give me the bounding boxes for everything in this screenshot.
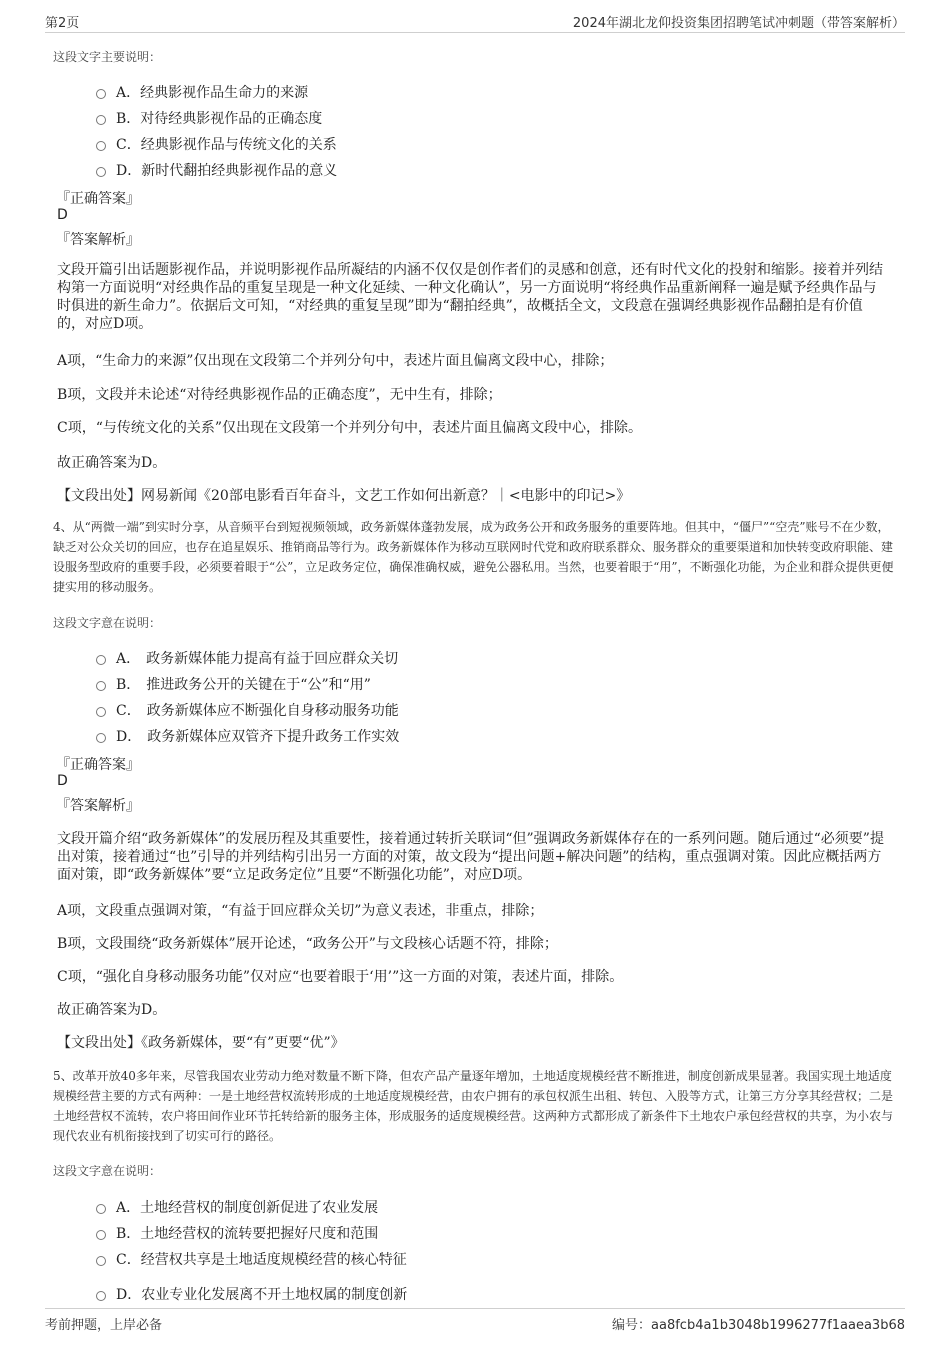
option-text: 经典影视作品与传统文化的关系 (140, 137, 337, 153)
option-text: 新时代翻拍经典影视作品的意义 (141, 163, 338, 179)
q4-question: 4、从“两微一端”到实时分享，从音频平台到短视频领域，政务新媒体蓬勃发展，成为政务公开和政务服务的重要阵地。但其中，“僵尸”“空壳”账号不在少数，缺乏对公众关切的回应，也存在追星娱乐、推销商品等行为。政务新媒体作为移动互联网时代党和政府联系群众、服务群众的重要渠道和加快转变政府职能、建设服务型政府的重要手段，必须要着眼于“公”，立足政务定位，确保准确权威，避免公器私用。当然，也要着眼于“用”，不断强化功能，为企业和群众提供更便捷实用的移动服务。 (53, 520, 894, 594)
document-code: 编号：aa8fcb4a1b3048b1996277f1aaea3b68 (612, 1318, 905, 1333)
q4-option-c[interactable] (96, 700, 399, 720)
q4-exclusion-c: C项，“强化自身移动服务功能”仅对应“也要着眼于‘用’”这一方面的对策，表述片面，排除。 (57, 969, 624, 985)
q5-option-c[interactable] (96, 1249, 407, 1269)
q4-prompt: 这段文字意在说明： (53, 616, 162, 630)
option-text: 经营权共享是土地适度规模经营的核心特征 (140, 1252, 407, 1268)
option-letter: A． (116, 651, 141, 667)
q3-option-d[interactable] (96, 160, 337, 180)
option-letter: A． (116, 1200, 141, 1216)
option-letter: C． (116, 1252, 141, 1268)
option-letter: B． (116, 111, 141, 127)
q4-answer-label: 『正确答案』 (56, 757, 140, 773)
page-number: 第2页 (45, 16, 80, 31)
q3-option-c[interactable] (96, 134, 337, 154)
option-text: 土地经营权的流转要把握好尺度和范围 (140, 1226, 379, 1242)
q4-analysis: 文段开篇介绍“政务新媒体”的发展历程及其重要性，接着通过转折关联词“但”强调政务新媒体存在的一系列问题。随后通过“必须要”提出对策，接着通过“也”引导的并列结构引出另一方面的对策，故文段为“提出问题+解决问题”的结构，重点强调对策。因此应概括两方面对策，即“政务新媒体”要“立足政务定位”且要“不断强化功能”，对应D项。 (57, 831, 884, 883)
option-letter: A． (116, 85, 141, 101)
radio-icon[interactable] (96, 707, 106, 717)
option-text: 经典影视作品生命力的来源 (140, 85, 309, 101)
q5-option-b[interactable] (96, 1223, 378, 1243)
q3-exclusion-b: B项，文段并未论述“对待经典影视作品的正确态度”，无中生有，排除； (57, 387, 502, 403)
q3-exclusion-a: A项，“生命力的来源”仅出现在文段第二个并列分句中，表述片面且偏离文段中心，排除； (57, 353, 614, 369)
option-text: 政务新媒体应不断强化自身移动服务功能 (146, 703, 399, 719)
option-letter: B． (116, 1226, 141, 1242)
q3-answer: D (57, 207, 68, 223)
q3-answer-label: 『正确答案』 (56, 191, 140, 207)
q3-conclusion: 故正确答案为D。 (57, 455, 167, 471)
option-text: 政务新媒体应双管齐下提升政务工作实效 (147, 729, 400, 745)
radio-icon[interactable] (96, 1204, 106, 1214)
document-title: 2024年湖北龙仰投资集团招聘笔试冲刺题（带答案解析） (572, 16, 905, 31)
q5-prompt: 这段文字意在说明： (53, 1164, 162, 1178)
option-text: 推进政务公开的关键在于“公”和“用” (146, 677, 371, 693)
option-letter: D． (116, 163, 142, 179)
radio-icon[interactable] (96, 141, 106, 151)
radio-icon[interactable] (96, 115, 106, 125)
q5-option-a[interactable] (96, 1197, 378, 1217)
q3-source: 【文段出处】网易新闻《20部电影看百年奋斗，文艺工作如何出新意？｜<电影中的印记>》 (57, 488, 631, 504)
page-header (45, 8, 905, 33)
radio-icon[interactable] (96, 733, 106, 743)
radio-icon[interactable] (96, 1291, 106, 1301)
q3-option-a[interactable] (96, 82, 308, 102)
q4-option-b[interactable] (96, 674, 371, 694)
option-text: 政务新媒体能力提高有益于回应群众关切 (146, 651, 399, 667)
option-text: 土地经营权的制度创新促进了农业发展 (140, 1200, 379, 1216)
radio-icon[interactable] (96, 1230, 106, 1240)
q4-option-d[interactable] (96, 726, 399, 746)
q4-conclusion: 故正确答案为D。 (57, 1002, 167, 1018)
radio-icon[interactable] (96, 89, 106, 99)
option-letter: B． (116, 677, 141, 693)
footer-slogan: 考前押题，上岸必备 (45, 1318, 163, 1333)
radio-icon[interactable] (96, 1256, 106, 1266)
q4-answer: D (57, 773, 68, 789)
option-text: 农业专业化发展离不开土地权属的制度创新 (141, 1287, 408, 1303)
radio-icon[interactable] (96, 681, 106, 691)
option-text: 对待经典影视作品的正确态度 (140, 111, 323, 127)
q3-exclusion-c: C项，“与传统文化的关系”仅出现在文段第一个并列分句中，表述片面且偏离文段中心，排除。 (57, 420, 643, 436)
option-letter: D． (116, 729, 142, 745)
q3-analysis-label: 『答案解析』 (56, 232, 140, 248)
radio-icon[interactable] (96, 655, 106, 665)
q3-analysis: 文段开篇引出话题影视作品，并说明影视作品所凝结的内涵不仅仅是创作者们的灵感和创意，还有时代文化的投射和缩影。接着并列结构第一方面说明“对经典作品的重复呈现是一种文化延续、一种文化确认”，另一方面说明“将经典作品重新阐释一遍是赋予经典作品与时俱进的新生命力”。依据后文可知，“对经典的重复呈现”即为“翻拍经典”，故概括全文，文段意在强调经典影视作品翻拍是有价值的，对应D项。 (57, 262, 883, 332)
option-letter: C． (116, 137, 141, 153)
q4-exclusion-b: B项，文段围绕“政务新媒体”展开论述，“政务公开”与文段核心话题不符，排除； (57, 936, 558, 952)
q5-option-d[interactable] (96, 1284, 407, 1304)
q5-question: 5、改革开放40多年来，尽管我国农业劳动力绝对数量不断下降，但农产品产量逐年增加，土地适度规模经营不断推进，制度创新成果显著。我国实现土地适度规模经营主要的方式有两种：一是土地经营权流转形成的土地适度规模经营，由农户拥有的承包权派生出租、转包、入股等方式，让第三方分享其经营权；二是土地经营权不流转，农户将田间作业环节托转给新的服务主体，形成服务的适度规模经营。这两种方式都形成了新条件下土地农户承包经营权的共享，为小农与现代农业有机衔接找到了切实可行的路径。 (53, 1069, 894, 1143)
radio-icon[interactable] (96, 167, 106, 177)
q4-analysis-label: 『答案解析』 (56, 798, 140, 814)
q3-prompt: 这段文字主要说明： (53, 50, 162, 64)
q4-exclusion-a: A项，文段重点强调对策，“有益于回应群众关切”为意义表述，非重点，排除； (57, 903, 544, 919)
option-letter: C． (116, 703, 141, 719)
option-letter: D． (116, 1287, 142, 1303)
page-footer (45, 1308, 905, 1333)
q4-source: 【文段出处】《政务新媒体，要“有”更要“优”》 (57, 1035, 345, 1051)
q4-option-a[interactable] (96, 648, 398, 668)
q3-option-b[interactable] (96, 108, 322, 128)
